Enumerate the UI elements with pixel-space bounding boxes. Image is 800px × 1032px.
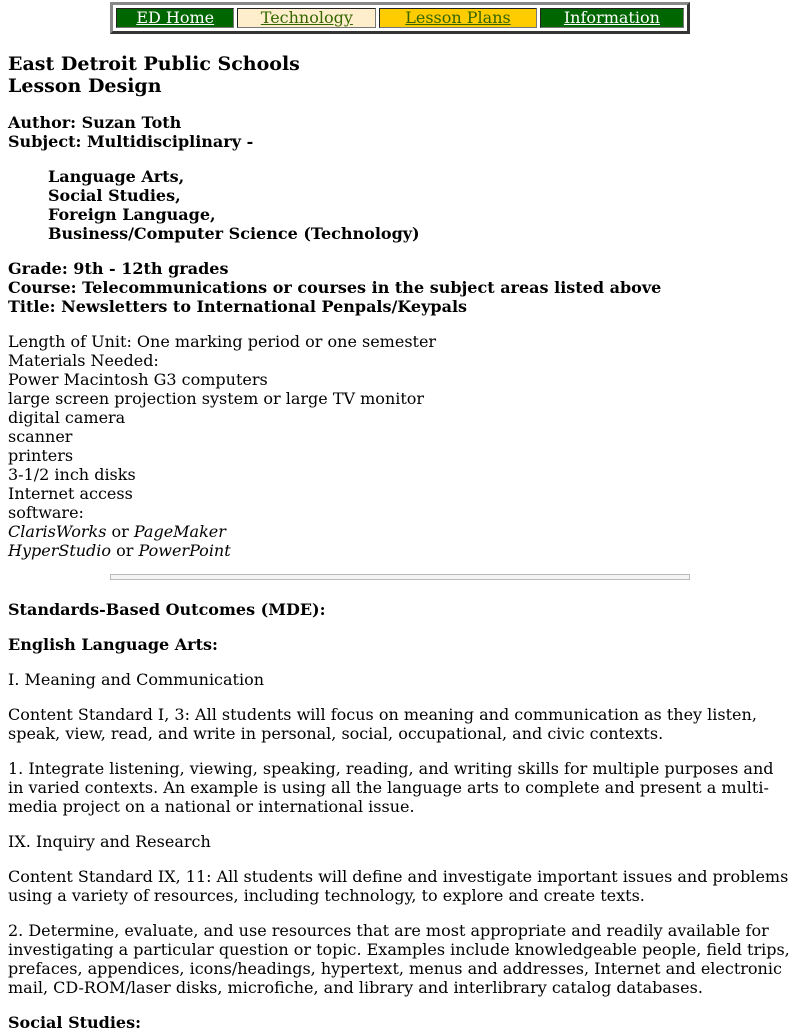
outcomes-heading: Standards-Based Outcomes (MDE):	[8, 600, 326, 619]
document-type: Lesson Design	[8, 75, 162, 97]
software-name: PageMaker	[133, 522, 226, 541]
material-item: Internet access	[8, 484, 133, 503]
subject-item: Business/Computer Science (Technology)	[48, 224, 420, 243]
author-line: Author: Suzan Toth	[8, 113, 182, 132]
material-item: large screen projection system or large TV monitor	[8, 389, 425, 408]
lesson-meta	[8, 113, 792, 151]
material-item: Power Macintosh G3 computers	[8, 370, 268, 389]
nav-link-ed-home[interactable]: ED Home	[136, 8, 215, 27]
section-heading: I. Meaning and Communication	[8, 670, 265, 689]
material-item: digital camera	[8, 408, 126, 427]
course-info	[8, 259, 792, 316]
nav-cell-technology[interactable]	[237, 8, 376, 28]
nav-cell-lesson-plans[interactable]	[379, 8, 537, 28]
software-name: HyperStudio	[8, 541, 112, 560]
course-line: Course: Telecommunications or courses in the subject areas listed above	[8, 278, 662, 297]
unit-details	[8, 332, 792, 560]
content-standard: Content Standard IX, 11: All students will define and investigate important issues and problems using a variety of resources, including technology, to explore and create texts.	[8, 867, 789, 905]
ela-heading: English Language Arts:	[8, 635, 218, 654]
materials-label: Materials Needed:	[8, 351, 159, 370]
section-heading: IX. Inquiry and Research	[8, 832, 211, 851]
software-name: PowerPoint	[138, 541, 231, 560]
software-line	[8, 522, 792, 541]
material-item: software:	[8, 503, 84, 522]
horizontal-divider	[110, 574, 690, 580]
school-name: East Detroit Public Schools	[8, 53, 300, 75]
material-item: 3-1/2 inch disks	[8, 465, 136, 484]
subject-item: Language Arts,	[48, 167, 185, 186]
title-line: Title: Newsletters to International Penpals/Keypals	[8, 297, 468, 316]
software-or: or	[106, 522, 134, 541]
unit-length: Length of Unit: One marking period or one semester	[8, 332, 437, 351]
content-standard: Content Standard I, 3: All students will focus on meaning and communication as they listen, speak, view, read, and write in personal, social, occupational, and civic contexts.	[8, 705, 757, 743]
page-title	[8, 53, 792, 97]
nav-link-technology[interactable]: Technology	[260, 8, 353, 27]
subject-item: Social Studies,	[48, 186, 181, 205]
social-studies-heading: Social Studies:	[8, 1013, 141, 1032]
nav-link-lesson-plans[interactable]: Lesson Plans	[405, 8, 511, 27]
material-item: printers	[8, 446, 74, 465]
subject-item: Foreign Language,	[48, 205, 216, 224]
subject-line: Subject: Multidisciplinary -	[8, 132, 254, 151]
software-line	[8, 541, 792, 560]
standard-item: 2. Determine, evaluate, and use resources that are most appropriate and readily available for investigating a particular question or topic. Examples include knowledgeable people, field trips, prefaces, appendices, icons/headings, hypertext, menus and addresses, Internet and electronic mail, CD-ROM/laser disks, microfiche, and library and interlibrary catalog databases.	[8, 921, 790, 997]
nav-cell-ed-home[interactable]	[116, 8, 234, 28]
top-navigation	[110, 0, 690, 34]
subject-list	[48, 167, 792, 243]
software-name: ClarisWorks	[8, 522, 107, 541]
material-item: scanner	[8, 427, 73, 446]
standard-item: 1. Integrate listening, viewing, speaking, reading, and writing skills for multiple purposes and in varied contexts. An example is using all the language arts to complete and present a multi-media project on a national or international issue.	[8, 759, 774, 816]
software-or: or	[111, 541, 139, 560]
nav-link-information[interactable]: Information	[563, 8, 660, 27]
nav-table	[110, 2, 690, 34]
grade-line: Grade: 9th - 12th grades	[8, 259, 229, 278]
nav-cell-information[interactable]	[540, 8, 684, 28]
